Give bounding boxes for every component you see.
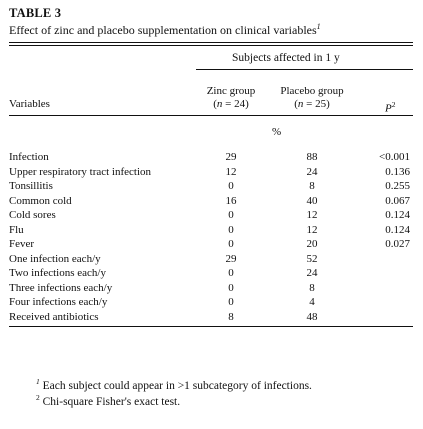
group-rule <box>196 69 413 70</box>
unit-row: % <box>272 126 282 138</box>
row-variable: Infection <box>9 151 49 163</box>
placebo-n-header: (n = 25) <box>294 98 330 110</box>
row-p: 0.124 <box>385 209 410 221</box>
row-placebo: 12 <box>306 223 318 236</box>
row-variable: Four infections each/y <box>9 296 108 308</box>
row-zinc: 16 <box>225 194 237 207</box>
p-header: $P^2$ <box>385 100 396 115</box>
row-placebo: 48 <box>306 310 318 323</box>
zinc-header: Zinc group <box>206 85 256 97</box>
row-zinc: 0 <box>228 238 234 250</box>
row-zinc: 0 <box>228 296 234 308</box>
row-placebo: 12 <box>306 209 318 221</box>
top-rule-inner <box>9 45 413 46</box>
row-placebo: 88 <box>306 151 318 163</box>
row-variable: One infection each/y <box>9 252 101 265</box>
table-caption: Effect of zinc and placebo supplementation on clinical variables$^1$ <box>9 22 321 37</box>
zinc-n-header: (n = 24) <box>213 98 249 110</box>
row-variable: Common cold <box>9 194 72 207</box>
row-placebo: 24 <box>306 165 318 178</box>
row-zinc: 0 <box>228 209 234 221</box>
row-p: 0.027 <box>385 238 410 250</box>
row-zinc: 0 <box>228 180 234 192</box>
row-placebo: 8 <box>309 180 315 192</box>
variables-header: Variables <box>9 98 50 110</box>
row-zinc: 0 <box>228 267 234 279</box>
row-variable: Two infections each/y <box>9 267 106 279</box>
footnote-1: $^1$ Each subject could appear in >1 subcategory of infections. <box>36 377 312 392</box>
row-p: <0.001 <box>379 151 410 163</box>
row-p: 0.255 <box>385 180 410 192</box>
row-variable: Received antibiotics <box>9 310 99 323</box>
row-placebo: 40 <box>306 194 318 207</box>
row-p: 0.136 <box>385 165 410 178</box>
row-zinc: 8 <box>228 310 234 323</box>
placebo-header: Placebo group <box>280 85 344 97</box>
row-zinc: 12 <box>225 165 237 178</box>
row-p: 0.124 <box>385 223 410 236</box>
row-variable: Three infections each/y <box>9 281 113 294</box>
bottom-rule <box>9 326 413 327</box>
row-variable: Cold sores <box>9 209 56 221</box>
row-variable: Flu <box>9 223 24 236</box>
footnote-2: $^2$ Chi-square Fisher's exact test. <box>36 393 181 408</box>
row-variable: Tonsillitis <box>9 180 53 192</box>
top-rule <box>9 42 413 43</box>
row-variable: Fever <box>9 238 35 250</box>
row-zinc: 29 <box>225 151 237 163</box>
table-label: TABLE 3 <box>9 6 62 20</box>
group-header: Subjects affected in 1 y <box>232 52 340 64</box>
row-placebo: 24 <box>306 267 318 279</box>
row-zinc: 0 <box>228 281 234 294</box>
row-placebo: 20 <box>306 238 318 250</box>
row-variable: Upper respiratory tract infection <box>9 165 152 178</box>
row-placebo: 52 <box>306 252 318 265</box>
row-placebo: 4 <box>309 296 315 308</box>
row-p: 0.067 <box>385 194 410 207</box>
row-zinc: 29 <box>225 252 237 265</box>
row-placebo: 8 <box>309 281 315 294</box>
row-zinc: 0 <box>228 223 234 236</box>
header-rule <box>9 115 413 116</box>
